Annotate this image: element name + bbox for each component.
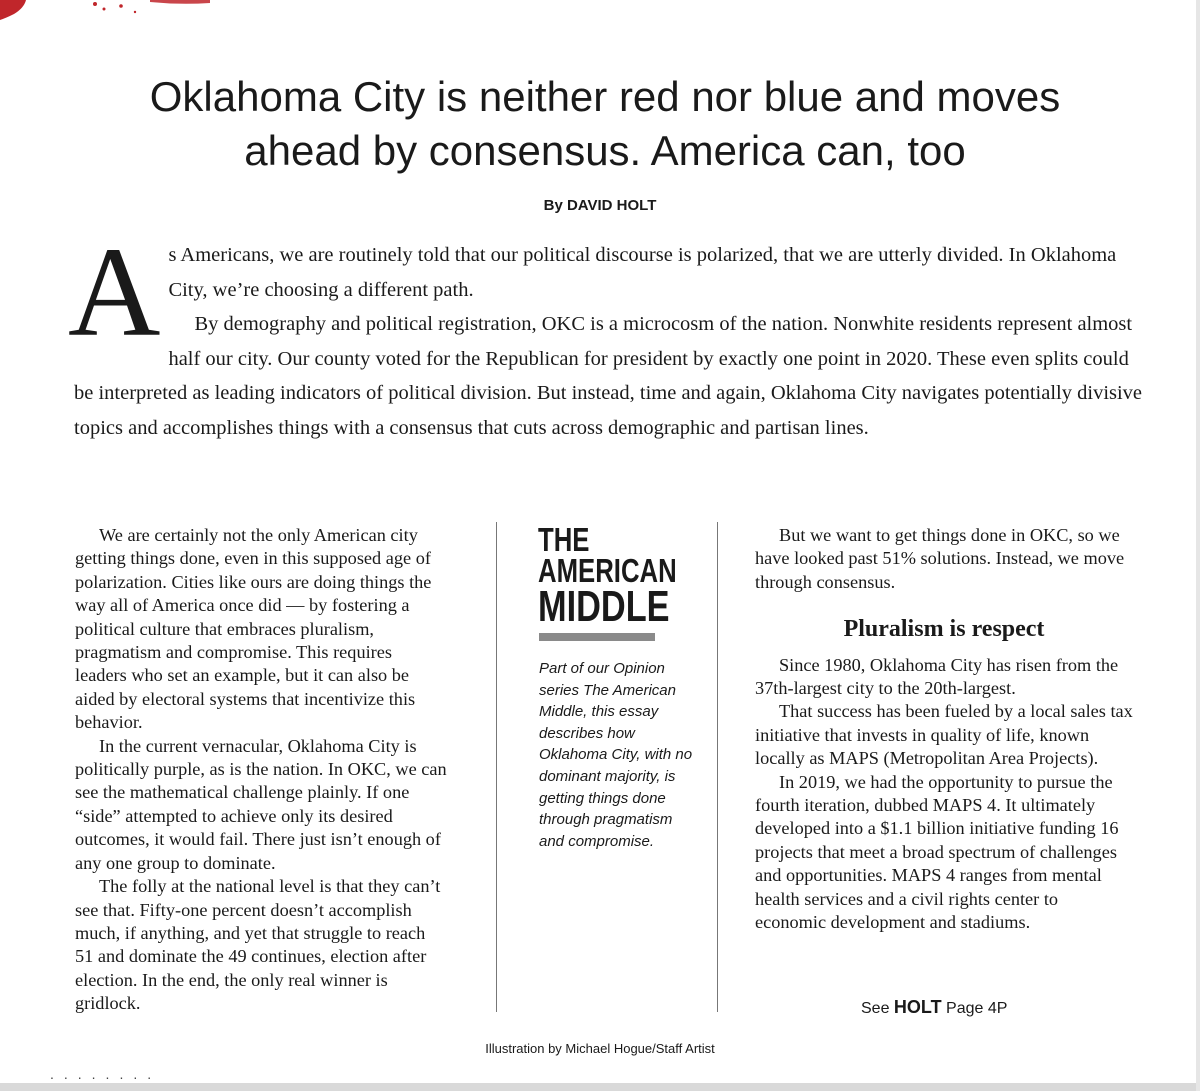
right-paragraph-4: In 2019, we had the opportunity to pursue the fourth iteration, dubbed MAPS 4. It ultimately developed into a $1.1 billion initiative funding 16 projects that meet a broad spectrum of challenges and opportunities. MAPS 4 ranges from mental health services and a civil rights center to economic development and stadiums.	[755, 771, 1119, 933]
series-accent-bar	[539, 633, 655, 641]
left-paragraph-1: We are certainly not the only American city getting things done, even in this supposed age of polarization. Cities like ours are doing things the way all of America once did — by fostering a political culture that embraces pluralism, pragmatism and compromise. This requires leaders who set an example, but it can also be aided by electoral systems that incentivize this behavior.	[75, 525, 432, 733]
red-ink-mark	[0, 0, 210, 22]
series-title-line-2: AMERICAN	[538, 552, 677, 589]
right-column	[755, 524, 1133, 935]
lede-paragraph-1: s Americans, we are routinely told that our political discourse is polarized, that we are utterly divided. In Oklahoma City, we’re choosing a different path.	[168, 244, 1117, 301]
subhead: Pluralism is respect	[843, 616, 1045, 643]
headline-line-2: ahead by consensus. America can, too	[244, 127, 966, 174]
drop-cap: A	[68, 221, 161, 363]
headline	[40, 70, 1170, 178]
jump-see: See	[861, 1000, 890, 1017]
left-column	[75, 524, 447, 1016]
byline: By DAVID HOLT	[543, 197, 657, 214]
jump-reference	[861, 997, 1007, 1018]
illustration-credit: Illustration by Michael Hogue/Staff Artist	[485, 1041, 715, 1056]
dotted-rule: ........	[50, 1066, 162, 1082]
right-paragraph-2: Since 1980, Oklahoma City has risen from the 37th-largest city to the 20th-largest.	[755, 654, 1119, 699]
right-paragraph-3: That success has been fueled by a local sales tax initiative that invests in quality of life, known locally as MAPS (Metropolitan Area Projects).	[755, 701, 1133, 769]
headline-line-1: Oklahoma City is neither red nor blue and moves	[149, 73, 1061, 120]
right-edge	[1196, 0, 1200, 1091]
series-description: Part of our Opinion series The American Middle, this essay describes how Oklahoma City, with no dominant majority, is getting things done through pragmatism and compromise.	[539, 660, 693, 850]
left-paragraph-2: In the current vernacular, Oklahoma City is politically purple, as is the nation. In OKC, we can see the mathematical challenge plainly. If one “side” attempted to achieve only its desired outcomes, it would fail. There just isn’t enough of any one group to dominate.	[75, 735, 447, 873]
lede-paragraph-2: By demography and political registration, OKC is a microcosm of the nation. Nonwhite residents represent almost half our city. Our county voted for the Republican for president by exactly one point in 2020. These even splits could be interpreted as leading indicators of political division. But instead, time and again, Oklahoma City navigates potentially divisive topics and accomplishes things with a consensus that cuts across demographic and partisan lines.	[74, 313, 1143, 439]
bottom-edge	[0, 1083, 1200, 1091]
right-paragraph-1: But we want to get things done in OKC, so we have looked past 51% solutions. Instead, we move through consensus.	[755, 525, 1125, 592]
series-logo	[538, 521, 677, 631]
column-divider-left	[496, 522, 497, 1012]
column-divider-right	[717, 522, 718, 1012]
jump-page: Page 4P	[946, 1000, 1008, 1017]
lede	[68, 221, 1144, 445]
series-title-line-1: THE	[538, 521, 590, 558]
jump-name: HOLT	[893, 997, 942, 1017]
left-paragraph-3: The folly at the national level is that they can’t see that. Fifty-one percent doesn’t accomplish much, if anything, and yet that struggle to reach 51 and dominate the 49 continues, election after election. In the end, the only real winner is gridlock.	[75, 876, 441, 1014]
series-title-line-3: MIDDLE	[538, 582, 670, 631]
